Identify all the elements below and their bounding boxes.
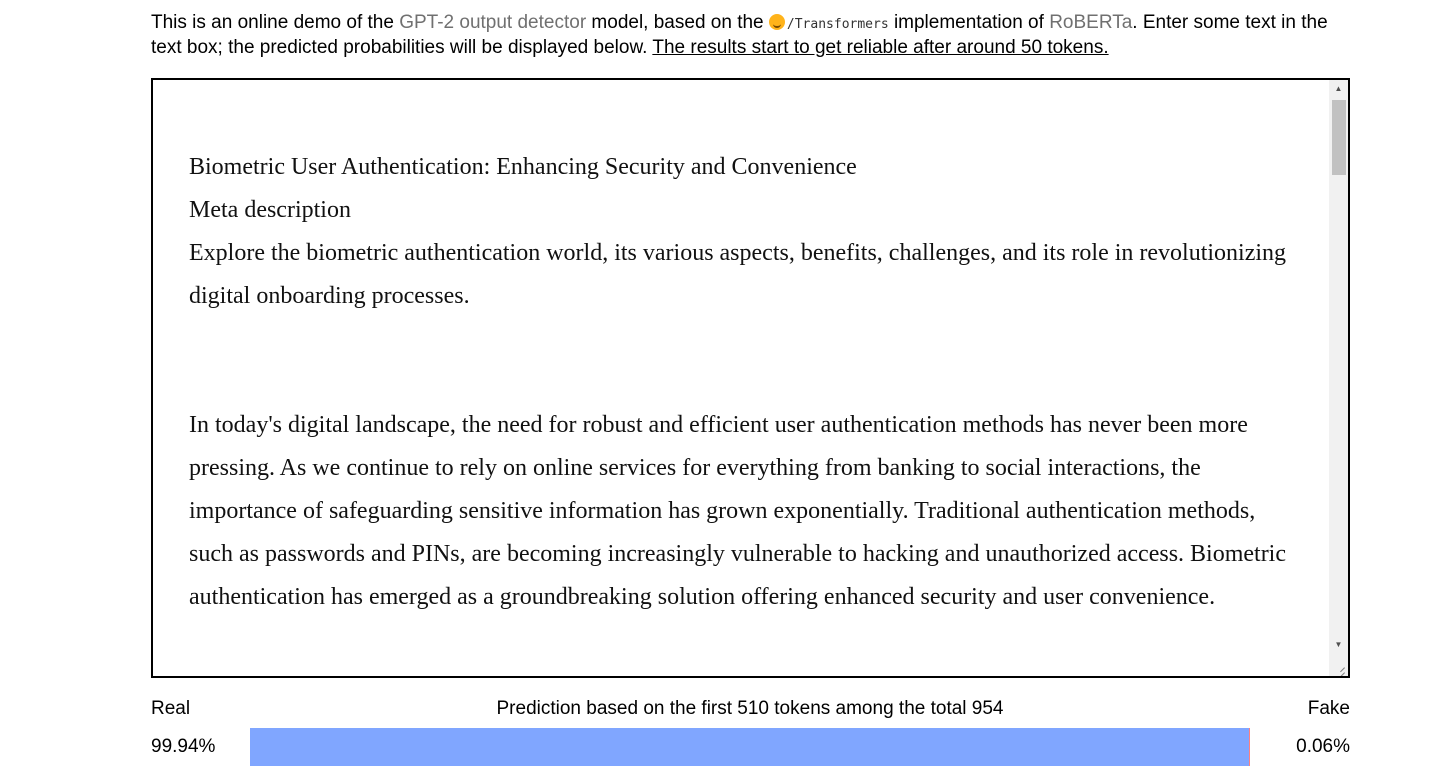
meta-description-text: Explore the biometric authentication world, its various aspects, benefits, challenges, and its role in revolutionizing digital onboarding processes.: [189, 240, 1287, 309]
intro-text-3: implementation of: [893, 12, 1050, 33]
article-paragraph: In today's digital landscape, the need for robust and efficient user authentication methods has never been more pressing. As we continue to rely on online services for everything from banking to social interactions, the importance of safeguarding sensitive information has grown exponentially. Traditional authentication methods, such as passwords and PINs, are becoming increasingly vulnerable to hacking and unauthorized access. Biometric authentication has emerged as a groundbreaking solution offering enhanced security and user convenience.: [189, 412, 1287, 610]
blank-lines: [189, 318, 1299, 404]
vertical-scrollbar[interactable]: [1329, 80, 1348, 676]
real-probability-fill: [250, 728, 1249, 766]
meta-description-heading: Meta description: [189, 197, 351, 223]
intro-text-1: This is an online demo of the: [151, 12, 400, 33]
intro-text-2: model, based on the: [586, 12, 769, 33]
probability-bar: [250, 728, 1250, 766]
transformers-code: /Transformers: [786, 17, 889, 32]
editor-content[interactable]: [189, 146, 1299, 619]
prediction-summary: Prediction based on the first 510 tokens among the total 954: [496, 698, 1004, 719]
reliability-note: The results start to get reliable after around 50 tokens.: [652, 37, 1109, 58]
real-percent: 99.94%: [151, 736, 216, 757]
scroll-up-arrow-icon[interactable]: ▲: [1334, 84, 1343, 93]
fake-percent: 0.06%: [1296, 736, 1350, 757]
real-label: Real: [151, 698, 191, 719]
hugging-face-icon: [769, 14, 785, 30]
resize-grip-icon[interactable]: [1329, 657, 1348, 676]
fake-label: Fake: [1307, 698, 1350, 719]
scroll-down-arrow-icon[interactable]: ▼: [1334, 640, 1343, 649]
gpt2-detector-link[interactable]: GPT-2 output detector: [399, 12, 587, 33]
text-input-box[interactable]: [151, 78, 1350, 678]
article-title: Biometric User Authentication: Enhancing Security and Convenience: [189, 154, 857, 180]
scrollbar-thumb[interactable]: [1332, 100, 1346, 175]
intro-text: [151, 11, 1356, 59]
roberta-link[interactable]: RoBERTa: [1049, 12, 1133, 33]
intro-text-4: . Enter some text in the text box; the predicted probabilities will be displayed below.: [151, 12, 1328, 58]
